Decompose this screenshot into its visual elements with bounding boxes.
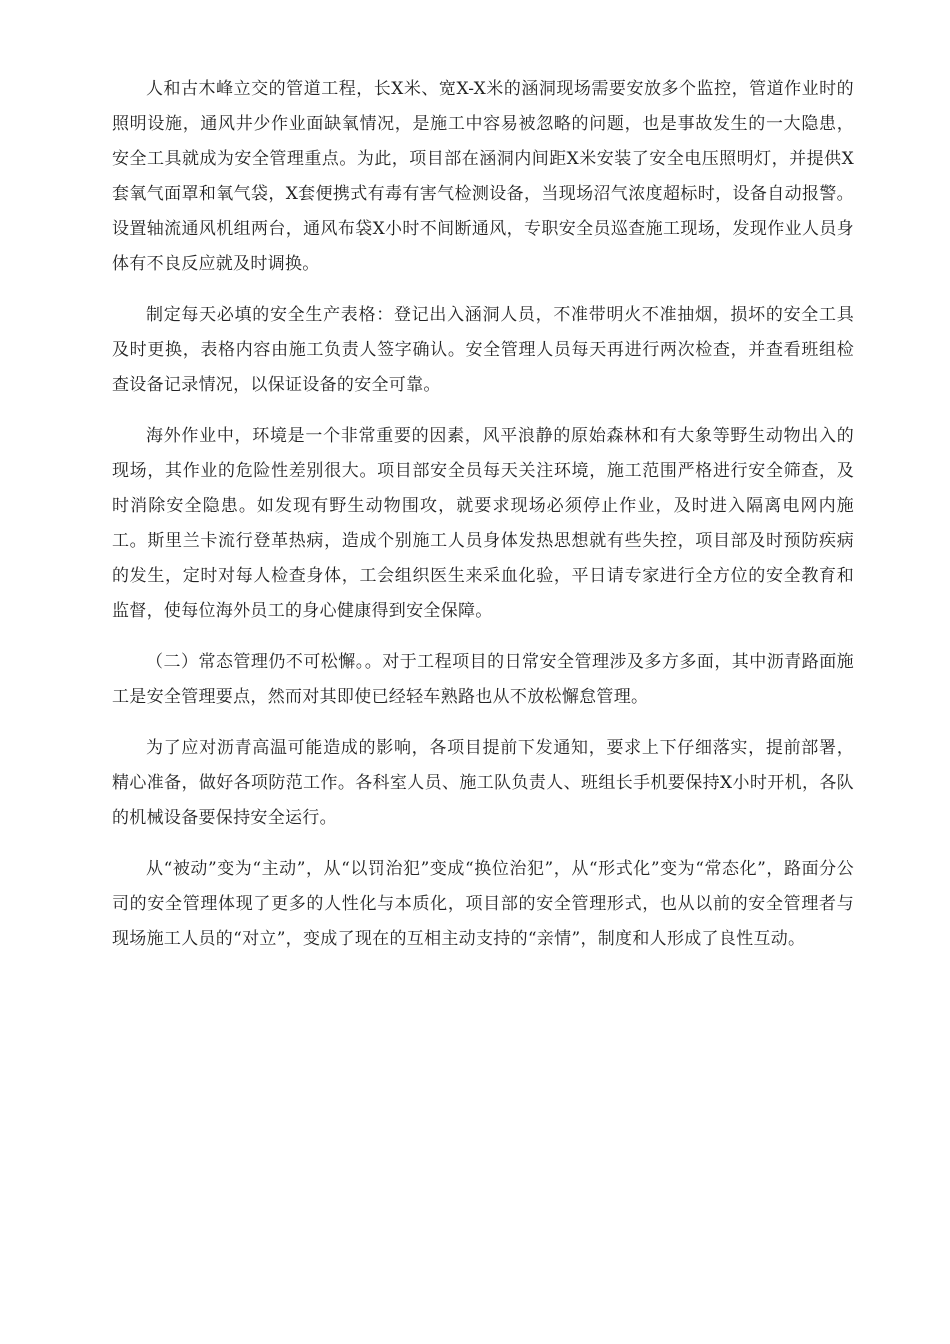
- paragraph-6: 从“被动”变为“主动”，从“以罚治犯”变成“换位治犯”，从“形式化”变为“常态化”，路面分公司的安全管理体现了更多的人性化与本质化，项目部的安全管理形式，也从以前的安全管理者与现场施工人员的“对立”，变成了现在的互相主动支持的“亲情”，制度和人形成了良性互动。: [112, 859, 854, 949]
- paragraph-2: 制定每天必填的安全生产表格：登记出入涵洞人员，不准带明火不准抽烟，损坏的安全工具及时更换，表格内容由施工负责人签字确认。安全管理人员每天再进行两次检查，并查看班组检查设备记录情况，以保证设备的安全可靠。: [112, 305, 854, 395]
- paragraph-1: 人和古木峰立交的管道工程，长X米、宽X-X米的涵洞现场需要安放多个监控，管道作业时的照明设施，通风井少作业面缺氧情况，是施工中容易被忽略的问题，也是事故发生的一大隐患，安全工具就成为安全管理重点。为此，项目部在涵洞内间距X米安装了安全电压照明灯，并提供X套氧气面罩和氧气袋，X套便携式有毒有害气检测设备，当现场沼气浓度超标时，设备自动报警。设置轴流通风机组两台，通风布袋X小时不间断通风，专职安全员巡查施工现场，发现作业人员身体有不良反应就及时调换。: [112, 79, 854, 274]
- paragraph-5: 为了应对沥青高温可能造成的影响，各项目提前下发通知，要求上下仔细落实，提前部署，精心准备，做好各项防范工作。各科室人员、施工队负责人、班组长手机要保持X小时开机，各队的机械设备要保持安全运行。: [112, 738, 854, 828]
- paragraph-3: 海外作业中，环境是一个非常重要的因素，风平浪静的原始森林和有大象等野生动物出入的现场，其作业的危险性差别很大。项目部安全员每天关注环境，施工范围严格进行安全筛查，及时消除安全隐患。如发现有野生动物围攻，就要求现场必须停止作业，及时进入隔离电网内施工。斯里兰卡流行登革热病，造成个别施工人员身体发热思想就有些失控，项目部及时预防疾病的发生，定时对每人检查身体，工会组织医生来采血化验，平日请专家进行全方位的安全教育和监督，使每位海外员工的身心健康得到安全保障。: [112, 426, 854, 621]
- paragraph-4: （二）常态管理仍不可松懈。。对于工程项目的日常安全管理涉及多方多面，其中沥青路面施工是安全管理要点，然而对其即使已经轻车熟路也从不放松懈怠管理。: [112, 652, 854, 707]
- document-body: [112, 72, 854, 973]
